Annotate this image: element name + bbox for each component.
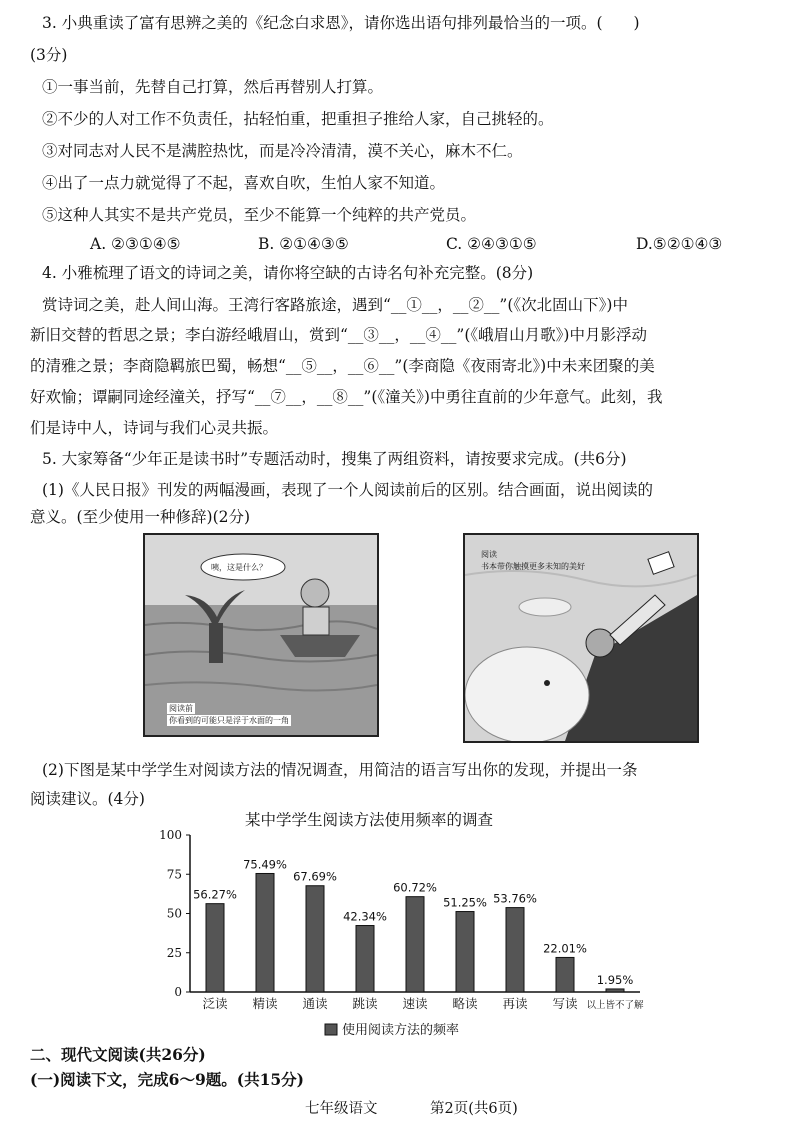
section-2-title: 二、现代文阅读(共26分) — [30, 1045, 206, 1064]
q4-line-4: 好欢愉；谭嗣同途经潼关，抒写“__⑦__，__⑧__”(《潼关》)中勇往直前的少年意气。此刻，我 — [30, 388, 663, 406]
reading-method-chart — [150, 825, 650, 1045]
y-tick-label: 100 — [159, 828, 182, 842]
bar-6 — [506, 908, 524, 992]
data-label-2: 67.69% — [293, 869, 337, 884]
q3-item-4: ④出了一点力就觉得了不起，喜欢自吹，生怕人家不知道。 — [42, 174, 446, 192]
q3-option-b: B. ②①④③⑤ — [258, 235, 349, 253]
data-label-6: 53.76% — [493, 891, 537, 906]
bar-5 — [456, 912, 474, 992]
q3-item-1: ①一事当前，先替自己打算，然后再替别人打算。 — [42, 78, 384, 96]
bar-8 — [606, 989, 624, 992]
cartoon-before-reading — [143, 533, 379, 737]
y-tick-label: 75 — [166, 867, 182, 882]
y-tick-label: 25 — [166, 945, 182, 960]
legend-label: 使用阅读方法的频率 — [342, 1023, 460, 1038]
data-label-1: 75.49% — [243, 857, 287, 872]
q5-stem: 5. 大家筹备“少年正是读书时”专题活动时，搜集了两组资料，请按要求完成。(共6分) — [42, 450, 627, 468]
q4-stem: 4. 小雅梳理了语文的诗词之美，请你将空缺的古诗名句补充完整。(8分) — [42, 264, 534, 282]
cartoon-2-caption: 书本带你触摸更多未知的美好 — [481, 562, 585, 571]
data-label-3: 42.34% — [343, 909, 387, 924]
data-label-4: 60.72% — [393, 880, 437, 895]
category-label-2: 通读 — [302, 996, 328, 1011]
q3-item-3: ③对同志对人民不是满腔热忱，而是冷冷清清，漠不关心，麻木不仁。 — [42, 142, 523, 160]
data-label-8: 1.95% — [596, 972, 634, 987]
q3-stem: 3. 小典重读了富有思辨之美的《纪念白求恩》，请你选出语句排列最恰当的一项。( ) — [42, 14, 640, 32]
bar-7 — [556, 957, 574, 992]
cartoon-after-reading — [463, 533, 699, 743]
category-label-3: 跳读 — [352, 996, 378, 1011]
bar-2 — [306, 886, 324, 992]
q4-line-2: 新旧交替的哲思之景；李白游经峨眉山，赏到“__③__，__④__”(《峨眉山月歌》)中月影浮动 — [30, 326, 647, 344]
category-label-0: 泛读 — [202, 996, 228, 1011]
q4-line-3: 的清雅之景；李商隐羁旅巴蜀，畅想“__⑤__，__⑥__”(李商隐《夜雨寄北》)中未来团聚的美 — [30, 357, 655, 375]
chart-title: 某中学学生阅读方法使用频率的调查 — [245, 811, 494, 829]
y-tick-label: 0 — [174, 985, 182, 999]
bar-1 — [256, 873, 274, 992]
legend-swatch — [325, 1024, 337, 1035]
y-tick-label: 50 — [166, 906, 182, 921]
q4-line-5: 们是诗中人，诗词与我们心灵共振。 — [30, 419, 279, 437]
cartoon-1-caption-tag: 阅读前 — [169, 704, 193, 713]
bar-0 — [206, 904, 224, 992]
category-label-4: 速读 — [402, 996, 428, 1011]
category-label-1: 精读 — [252, 996, 278, 1011]
category-label-8: 以上皆不了解 — [586, 1000, 644, 1011]
footer-page: 第2页(共6页) — [430, 1101, 518, 1117]
q3-item-5: ⑤这种人其实不是共产党员，至少不能算一个纯粹的共产党员。 — [42, 206, 477, 224]
q4-line-1: 赏诗词之美，赴人间山海。王湾行客路旅途，遇到“__①__，__②__”(《次北固山下》)中 — [42, 296, 628, 314]
data-label-7: 22.01% — [543, 941, 587, 956]
q3-score: (3分) — [30, 46, 68, 64]
q5-part2-line-2: 阅读建议。(4分) — [30, 790, 145, 808]
cartoon-2-caption-tag: 阅读 — [481, 550, 497, 559]
q5-part2-line-1: (2)下图是某中学学生对阅读方法的情况调查，用简洁的语言写出你的发现，并提出一条 — [42, 761, 638, 779]
footer-subject: 七年级语文 — [305, 1101, 378, 1117]
section-2-subtitle: (一)阅读下文，完成6～9题。(共15分) — [30, 1070, 304, 1089]
category-label-6: 再读 — [502, 996, 528, 1011]
category-label-5: 略读 — [452, 996, 478, 1011]
q3-option-c: C. ②④③①⑤ — [446, 235, 537, 253]
data-label-5: 51.25% — [443, 895, 487, 910]
cartoon-1-caption: 你看到的可能只是浮于水面的一角 — [169, 716, 289, 725]
cartoon-1-bubble: 咦，这是什么？ — [211, 563, 267, 572]
q5-part1-line-2: 意义。(至少使用一种修辞)(2分) — [30, 508, 251, 526]
bar-3 — [356, 926, 374, 992]
q3-item-2: ②不少的人对工作不负责任，拈轻怕重，把重担子推给人家，自己挑轻的。 — [42, 110, 554, 128]
data-label-0: 56.27% — [193, 887, 237, 902]
category-label-7: 写读 — [552, 996, 578, 1011]
q3-option-a: A. ②③①④⑤ — [90, 235, 181, 253]
bar-4 — [406, 897, 424, 992]
q3-option-d: D.⑤②①④③ — [636, 235, 723, 253]
q5-part1-line-1: (1)《人民日报》刊发的两幅漫画，表现了一个人阅读前后的区别。结合画面，说出阅读的 — [42, 481, 653, 499]
